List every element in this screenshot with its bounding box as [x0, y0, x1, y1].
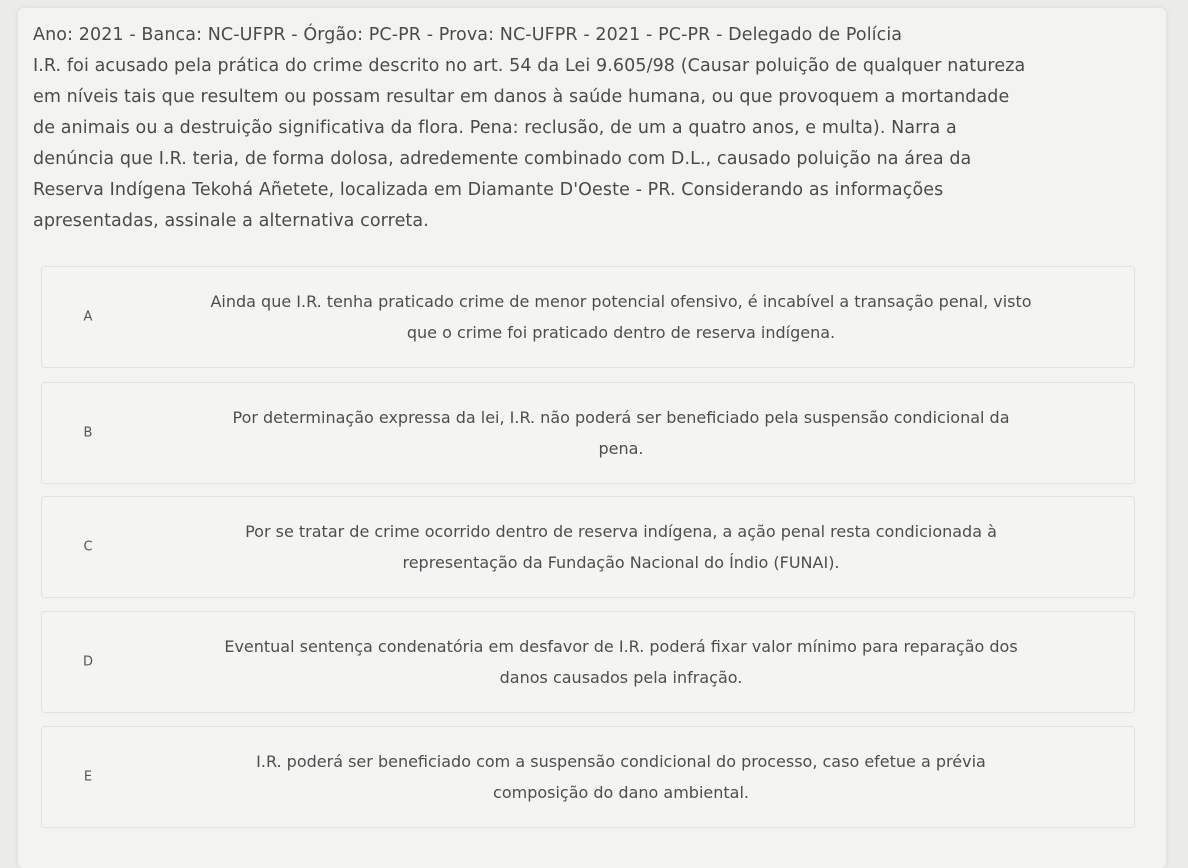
- option-text: [124, 286, 1118, 348]
- question-text-line: em níveis tais que resultem ou possam resultar em danos à saúde humana, ou que provoquem a mortandade: [33, 87, 1010, 107]
- question-text-line: apresentadas, assinale a alternativa correta.: [33, 211, 429, 231]
- option-text-line: pena.: [598, 439, 644, 458]
- option-e[interactable]: [41, 726, 1135, 828]
- option-text: [124, 746, 1118, 808]
- question-meta: Ano: 2021 - Banca: NC-UFPR - Órgão: PC-PR - Prova: NC-UFPR - 2021 - PC-PR - Delegado de Polícia: [33, 25, 903, 45]
- question-text-line: denúncia que I.R. teria, de forma dolosa, adredemente combinado com D.L., causado poluição na área da: [33, 149, 972, 169]
- option-letter: B: [83, 425, 93, 441]
- option-letter: C: [83, 539, 93, 555]
- option-text-line: Por determinação expressa da lei, I.R. não poderá ser beneficiado pela suspensão condicional da: [232, 408, 1010, 427]
- option-a[interactable]: [41, 266, 1135, 368]
- option-d[interactable]: [41, 611, 1135, 713]
- option-text-line: Ainda que I.R. tenha praticado crime de menor potencial ofensivo, é incabível a transação penal, visto: [210, 292, 1032, 311]
- question-text-line: de animais ou a destruição significativa da flora. Pena: reclusão, de um a quatro anos, e multa). Narra a: [33, 118, 957, 138]
- option-text-line: Por se tratar de crime ocorrido dentro de reserva indígena, a ação penal resta condicionada à: [245, 522, 997, 541]
- option-b[interactable]: [41, 382, 1135, 484]
- question-statement: [33, 20, 1153, 237]
- option-letter: E: [83, 769, 93, 785]
- option-text-line: Eventual sentença condenatória em desfavor de I.R. poderá fixar valor mínimo para reparação dos: [224, 637, 1018, 656]
- option-text-line: representação da Fundação Nacional do Índio (FUNAI).: [402, 553, 840, 572]
- option-letter: D: [82, 654, 93, 670]
- option-letter: A: [83, 309, 93, 325]
- option-text-line: danos causados pela infração.: [499, 668, 743, 687]
- option-text-line: I.R. poderá ser beneficiado com a suspensão condicional do processo, caso efetue a prévia: [256, 752, 986, 771]
- option-text: [124, 402, 1118, 464]
- option-text: [124, 631, 1118, 693]
- option-text: [124, 516, 1118, 578]
- question-text-line: Reserva Indígena Tekohá Añetete, localizada em Diamante D'Oeste - PR. Considerando as informações: [33, 180, 944, 200]
- option-text-line: que o crime foi praticado dentro de reserva indígena.: [406, 323, 836, 342]
- option-c[interactable]: [41, 496, 1135, 598]
- question-text-line: I.R. foi acusado pela prática do crime descrito no art. 54 da Lei 9.605/98 (Causar poluição de qualquer natureza: [33, 56, 1026, 76]
- option-text-line: composição do dano ambiental.: [493, 783, 749, 802]
